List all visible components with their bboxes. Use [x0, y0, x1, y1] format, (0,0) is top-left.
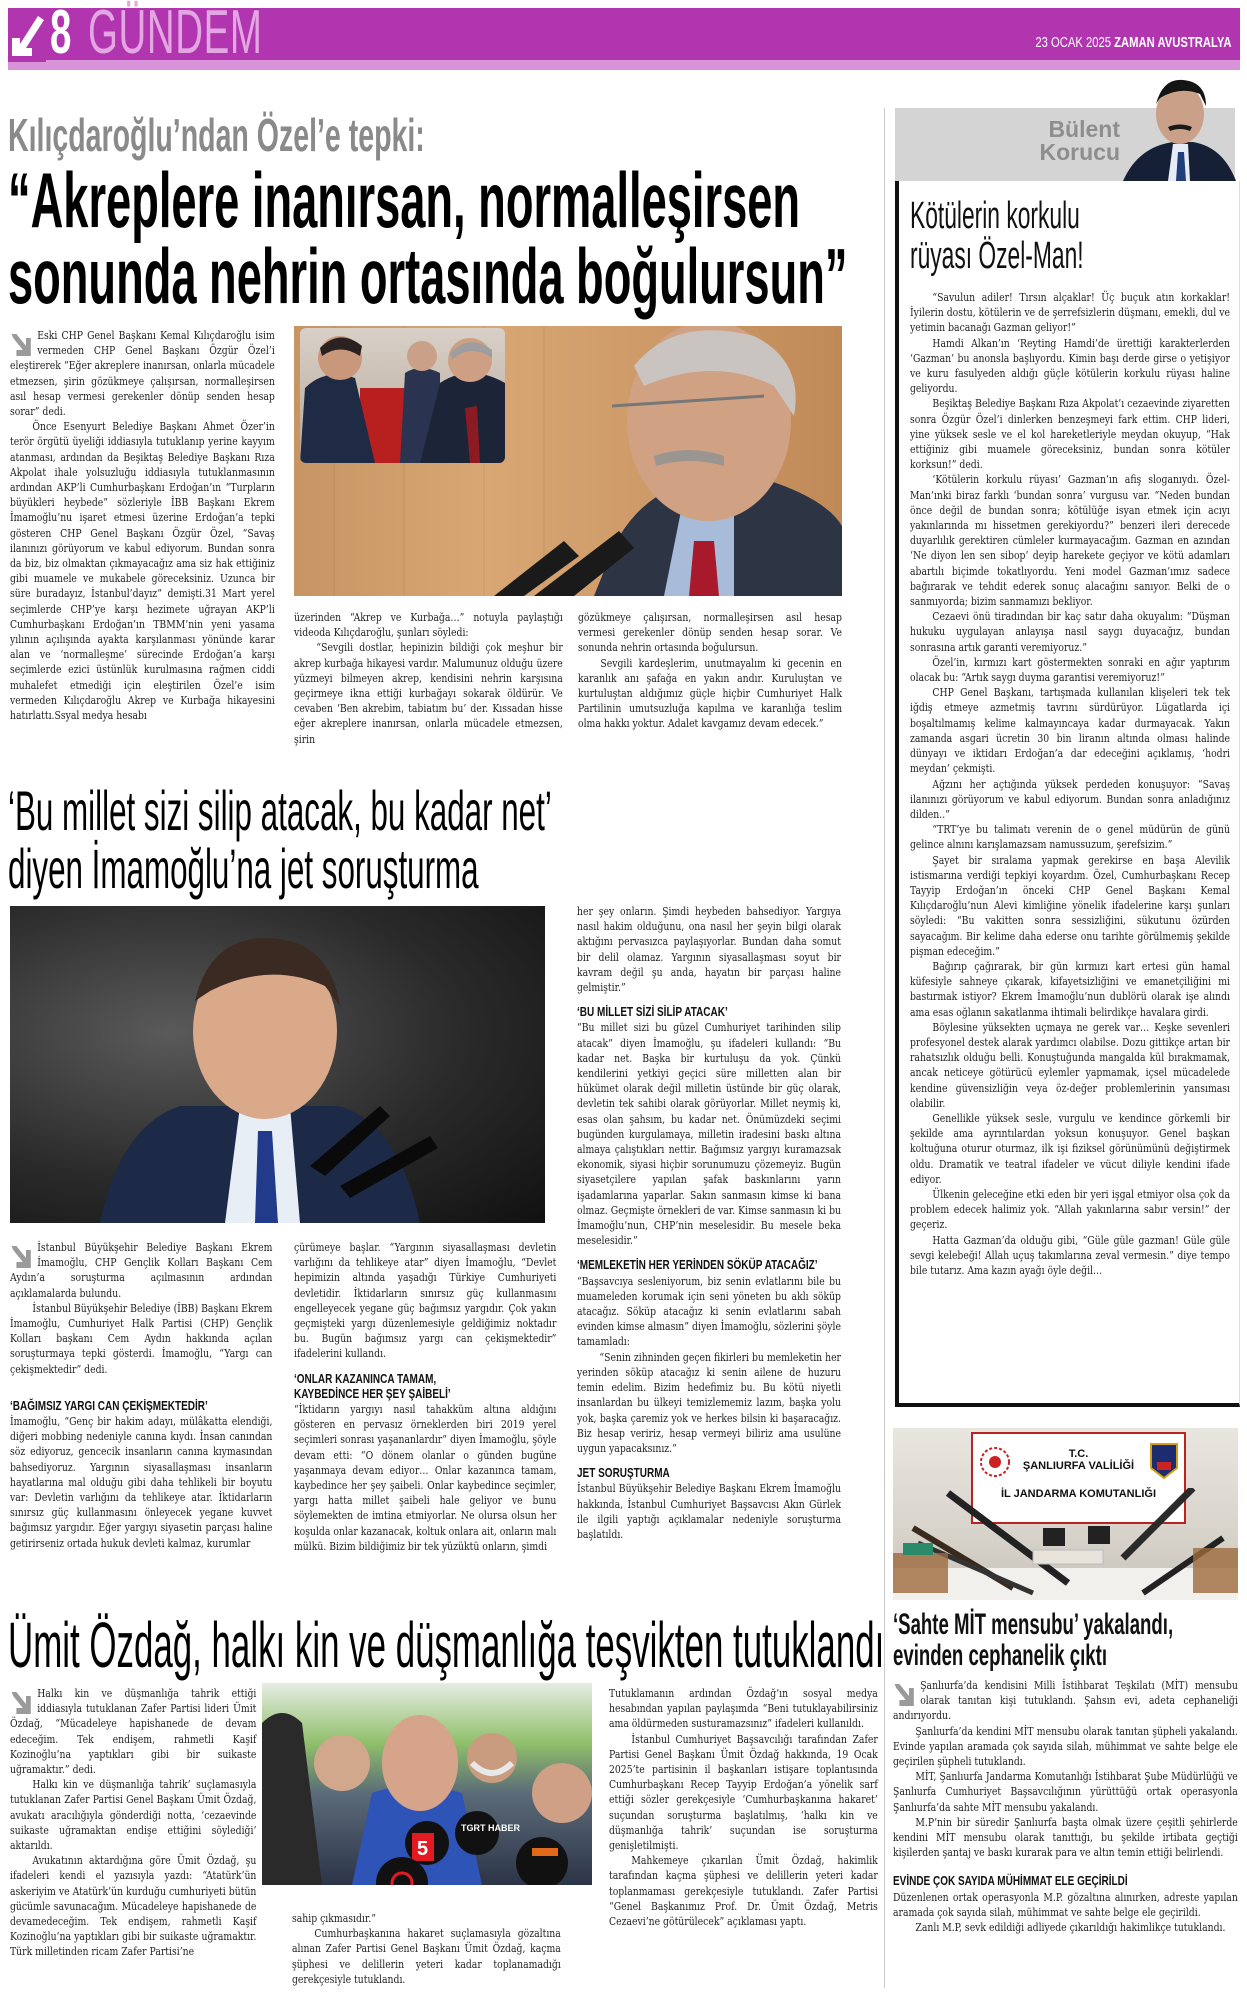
- weapons-illustration: [893, 1488, 1238, 1600]
- lead-arrow-icon: [10, 1688, 32, 1716]
- story1-column-1: [10, 328, 275, 723]
- story2-column-3: [577, 904, 841, 1542]
- story4-paragraph: Şanlıurfa’da kendini MİT mensubu olarak tanıtan şüpheli yakalandı. Evinde yapılan aramada çok sayıda silah, mühimmat ve sahte belge ele geçirilen şüpheli tutuklandı.: [893, 1723, 1238, 1769]
- story2-paragraph: İstanbul Büyükşehir Belediye (İBB) Başkanı Ekrem İmamoğlu, Cumhuriyet Halk Partisi (CHP) Gençlik Kolları başkanı Cem Aydın hakkında açılan soruşturmaya tepki gösterdi. İmamoğlu, “Yargı can çekişmektedir” dedi.: [10, 1300, 273, 1376]
- story2-paragraph: İmamoğlu, “Genç bir hakim adayı, mülâkatta elendiği, diğeri mobbing nedeniyle canına kıydı. İnsan canından söz ediyoruz, gencecik insanların canına kıymasından bahsediyoruz. Yargının siyasallaşması insanların hayatlarına mal olduğu gibi daha tehlikeli bir boyutu var: Devletin varlığını da tehlikeye atar. İktidarların sınırsız güç kullanmasını önleyecek yegane kuvvet bağımsız yargıdır. Eğer yargıyı siyasetin parçası haline getirirseniz ortada hukuk devleti kalmaz, kurumlar: [10, 1414, 273, 1550]
- column-body: [910, 290, 1230, 1278]
- column-paragraph: Hamdi Alkan’ın ‘Reyting Hamdi’de ürettiği karakterlerden ‘Gazman’ bu anonsla başlıyordu. Kimin başı derde girse o yetişiyor ve kuru fasulyeden aldığı güçle kötülerin korkulu rüyası haline geliyordu.: [910, 335, 1230, 396]
- column-paragraph: Hatta Gazman’da olduğu gibi, “Güle güle gazman! Güle güle sevgi kelebeği! Allah uçuş takımlarına zeval vermesin.” diye tempo bile tutarız. Ama kazın ayağı öyle değil…: [910, 1232, 1230, 1277]
- story3-paragraph: Tutuklamanın ardından Özdağ’ın sosyal medya hesabından yapılan paylaşımda “Beni tutuklayabilirsiniz ama öldürmeden susturamazsınız” ifadeleri kullanıldı.: [609, 1686, 878, 1731]
- story3-paragraph: Cumhurbaşkanına hakaret suçlamasıyla gözaltına alınan Zafer Partisi Genel Başkanı Ümit Özdağ, kaçma şüphesi ve delillerin yeteri kadar toplanamadığı gerekçesiyle tutuklandı.: [292, 1926, 561, 1986]
- story3-paragraph: İstanbul Cumhuriyet Başsavcılığı tarafından Zafer Partisi Genel Başkanı Ümit Özdağ hakkında, 19 Ocak 2025’te partisinin il başkanları istişare toplantısında Cumhurbaşkanı Recep Tayyip Erdoğan’a yönelik sarf ettiği sözler gerekçesiyle ‘Cumhurbaşkanına hakaret’ suçundan soruşturma başlatılmış, ‘halkı kin ve düşmanlığa tahrik’ suçundan ise soruşturma genişletilmişti.: [609, 1731, 878, 1853]
- story1-paragraph: “Sevgili dostlar, hepinizin bildiği çok meşhur bir akrep kurbağa hikayesi vardır. Malumunuz olduğu üzere yüzmeyi bilmeyen akrep, kendisini nehrin karşısına geçirmeye ikna ettiği kurbağayı sokarak öldürür. Ve cevaben ‘Ben akrebim, tabiatım bu’ der. Kıssadan hisse eğer akreplere inanırsan, onlarla mücadele etmezsen, şirin: [294, 640, 563, 746]
- story1-column-3: [578, 610, 842, 732]
- section-title: GÜNDEM: [88, 0, 263, 67]
- sign-line: İL JANDARMA KOMUTANLIĞI: [1000, 1488, 1156, 1500]
- story4-headline-line2: evinden cephanelik çıktı: [893, 1639, 1107, 1672]
- story3-column-2: [292, 1911, 561, 1987]
- publication-name: ZAMAN AVUSTRALYA: [1113, 34, 1231, 51]
- story2-subheading: JET SORUŞTURMA: [577, 1466, 670, 1481]
- story1-paragraph: Sevgili kardeşlerim, unutmayalım ki gecenin en karanlık anı şafağa en yakın andır. Kuruluştan ve kurtuluştan aldığımız güçle hiçbir Cumhuriyet Halk Partilinin umutsuzluğa kapılma ve karanlığa teslim olma hakkı yoktur. Adalet kavgamız devam edecek.”: [578, 655, 842, 731]
- story3-paragraph: Mahkemeye çıkarılan Ümit Özdağ, hakimlik tarafından kaçma şüphesi ve delillerin yeteri kadar toplanmaması gerekçesiyle tutuklandı. Zafer Partisi “Genel Başkanımız Prof. Dr. Ümit Özdağ, Metris Cezaevi’ne götürülecek” açıklaması yaptı.: [609, 1853, 878, 1929]
- column-paragraph: Özel’in, kırmızı kart göstermekten sonraki en ağır yaptırım olacak bu: “Artık saygı duyma garantisi veremiyoruz!”: [910, 654, 1230, 685]
- story4-paragraph: Şanlıurfa’da kendisini Milli İstihbarat Teşkilatı (MİT) mensubu olarak tanıtan kişi tutuklandı. Şahsın evi, adeta cephaneliği andırıyordu.: [893, 1678, 1238, 1723]
- column-paragraph: Ülkenin geleceğine etki eden bir yeri işgal etmiyor olsa çok da problem edecek halimiz yok. “Allah yakınlarına sabır versin!” der geçeriz.: [910, 1186, 1230, 1232]
- story4-block: [893, 1428, 1238, 1935]
- story2-subheading: ‘ONLAR KAZANINCA TAMAM,: [294, 1371, 437, 1386]
- imamoglu-photo: [10, 906, 545, 1223]
- story1-headline-line1: “Akreplere inanırsan, normalleşirsen: [8, 156, 801, 244]
- story2-paragraph: İstanbul Büyükşehir Belediye Başkanı Ekrem İmamoğlu hakkında, İstanbul Cumhuriyet Başsavcısı Akın Gürlek ile ilgili yaptığı açıklamalar nedeniyle soruşturma başlatıldı.: [577, 1481, 841, 1541]
- page-number: 8: [50, 0, 72, 67]
- column-paragraph: “Savulun adiler! Tırsın alçaklar! Üç buçuk atın korkaklar! İyilerin dostu, kötülerin ve de şerrefsizlerin düşmanı, emekli, dul ve yetimin bacanağı Gazman geliyor!”: [910, 290, 1230, 335]
- story3-paragraph: Halkı kin ve düşmanlığa tahrik ettiği iddiasıyla tutuklanan Zafer Partisi lideri Ümit Özdağ, “Mücadeleye hapishanede de devam edeceğim. Tek endişem, rahmetli Kaşif Kozinoğlu’na yaptıkları gibi bir suikaste uğramaktır.” dedi.: [10, 1686, 257, 1777]
- story2-subheading: ‘BAĞIMSIZ YARGI CAN ÇEKİŞMEKTEDİR’: [10, 1398, 208, 1413]
- story4-subheading: EVİNDE ÇOK SAYIDA MÜHİMMAT ELE GEÇİRİLDİ: [893, 1874, 1128, 1889]
- story4-paragraph: MİT, Şanlıurfa Jandarma Komutanlığı İstihbarat Şube Müdürlüğü ve Şanlıurfa Cumhuriyet Başsavcılığının yürüttüğü ortak operasyonla Şanlıurfa’da sahte MİT mensubu yakalandı.: [893, 1769, 1238, 1814]
- column-title-line2: rüyası Özel-Man!: [910, 235, 1084, 277]
- story3-paragraph: sahip çıkmasıdır.”: [292, 1911, 376, 1925]
- photo-illustration: [10, 906, 545, 1223]
- story2-paragraph: “Bu millet sizi bu güzel Cumhuriyet tarihinden silip atacak” diyen İmamoğlu, şu ifadeleri kullandı: “Bu kadar net. Başka bir kurtuluşu da yok. Çünkü kendilerini yetkiyi geçici süre milletten alan bir hükümet olarak değil milletin üstünde bir güç olarak, devletin tek sahibi olarak görüyorlar. Millet neymiş ki, esas olan şahsım, bu kadar net. Önümüzdeki seçimi bugünden kurgulamaya, milletin iradesini baskı altına almaya çalıştıkları nettir. Bağımsız yargıyı kuramazsak ekonomik, siyasi hiçbir sorunumuzu çözemeyiz. Bugün siyasetçilere yapılan şafak baskınlarını yarın işadamlarına yaparlar. Sakın sanmasın kimse ki bana olmaz. Geçmişte örnekleri de var. Kimse sanmasın ki bu İmamoğlu’nun, CHP’nin meselesidir. Bu mesele beka meselesidir.”: [577, 1020, 841, 1248]
- column-paragraph: Beşiktaş Belediye Başkanı Rıza Akpolat’ı cezaevinde ziyaretten sonra Özgür Özel’i dinlerken benzeşmeyi fark ettim. CHP lideri, yine yüksek sesle ve el kol hareketleriyle meydan okuyup, “Hak ettiğiniz gibi muamele göreceksiniz, bundan sonra kötüler korksun!” dedi.: [910, 396, 1230, 472]
- jandarma-emblem-icon: [1149, 1442, 1179, 1480]
- column-paragraph: ‘Kötülerin korkulu rüyası’ Gazman’ın afiş sloganıydı. Özel-Man’ınki biraz farklı ‘bundan sonra’ vurgusu var. “Neden bundan önce değil de bundan sonra; kötülüğe isyan etmek için acıyı yakınlarında mı hissetmen gerekiyordu?” benzeri ileri derecede duyarlılık gerektiren cümleler kurmayacağım. Gazman en azından ‘Ne diyon len sen sibop’ deyip harekete geçiyor ve kötü adamları abartılı biçimde tokatlıyordu. Yeni model Gazman’ımız sadece bağırarak ve tehdit ederek sonuç alacağını sanıyor. Belki de o sanmıyorda; bizim sanmamızı bekliyor.: [910, 472, 1230, 609]
- story3-headline: Ümit Özdağ, halkı kin ve düşmanlığa teşvikten tutuklandı: [8, 1609, 885, 1681]
- story2-paragraph: “İktidarın yargıyı nasıl tahakküm altına aldığını gösteren en pervasız örneklerden biri 2019 yerel seçimleri sonrası yaşananlardır” diyen İmamoğlu, şöyle devam etti: “O dönem olanlar o günden bugüne yaşanmaya devam ediyor… Onlar kazanınca tamam, kaybedince her şey şaibeli. Onlar kaybedince seçimler, yargı hatta millet şaibeli hale geliyor ve bunu söylemekten de imtina etmiyorlar. Ne olursa olsun her koşulda onlar kazanacak, koltuk onlara ait, onların malı mülkü. Bizim bildiğimiz bir tek yüzüktü onların, şimdi: [294, 1402, 557, 1553]
- lead-arrow-icon: [893, 1680, 915, 1708]
- story1-kicker: Kılıçdaroğlu’ndan Özel’e tepki:: [8, 109, 425, 161]
- story2-paragraph: “Başsavcıya sesleniyorum, biz senin evlatlarını bile bu muameleden korumak için seni yöneten bu aklı söküp atacağız. Söküp atacağız ki senin evlatlarını sabah evinden kimse almasın” diyen İmamoğlu, sözlerini şöyle tamamladı:: [577, 1273, 841, 1349]
- story2-paragraph: İstanbul Büyükşehir Belediye Başkanı Ekrem İmamoğlu, CHP Gençlik Kolları Başkanı Cem Aydın’a soruşturma açılmasının ardından açıklamalarda bulundu.: [10, 1240, 273, 1300]
- ozel-erdogan-inset-photo: [300, 328, 505, 463]
- story3-paragraph: Halkı kin ve düşmanlığa tahrik’ suçlamasıyla tutuklanan Zafer Partisi Genel Başkanı Ümit Özdağ, avukatı aracılığıyla gönderdiği notta, ‘cezaevinde suikaste uğramaktan endişe ettiğini söylediği’ aktarıldı.: [10, 1777, 257, 1853]
- author-photo: [1118, 72, 1238, 181]
- story4-body: [893, 1678, 1238, 1935]
- author-first-name: Bülent: [1048, 116, 1120, 142]
- mic-label: 5: [417, 1838, 429, 1860]
- story1-paragraph: gözükmeye çalışırsan, normalleşirsen asıl hesap vermesi gerekenler dönüp senden hesap sorar. Ve sonunda nehrin ortasında boğulursun.: [578, 610, 842, 655]
- photo-illustration: [262, 1683, 592, 1885]
- arrow-icon: [8, 6, 48, 62]
- story4-paragraph: Zanlı M.P, sevk edildiği adliyede çıkarıldığı hakimlikçe tutuklandı.: [915, 1920, 1226, 1935]
- author-name: [1020, 118, 1120, 164]
- mic-label: TGRT HABER: [461, 1823, 520, 1833]
- story2-column-2: [294, 1240, 556, 1554]
- ozdag-photo: [262, 1683, 592, 1885]
- lead-arrow-icon: [10, 1242, 32, 1270]
- story2-headline-line2: diyen İmamoğlu’na jet soruşturma: [8, 837, 479, 900]
- story2-paragraph: her şey onların. Şimdi heybeden bahsediyor. Yargıya nasıl hakim olduğunu, ona nasıl her şeyin bilgi olarak aktığını pervasızca paylaşıyorlar. Bundan daha somut bir delil olamaz. Yargının siyasallaşması soyut bir kavram değil şu anda, hayatın bir parçası haline gelmiştir.”: [577, 904, 841, 995]
- valilik-seal-icon: [979, 1446, 1011, 1478]
- story2-subheading-line2: KAYBEDİNCE HER ŞEY ŞAİBELİ’: [294, 1386, 451, 1401]
- story2-subheading: ‘BU MİLLET SİZİ SİLİP ATACAK’: [577, 1005, 728, 1020]
- column-paragraph: Bağırıp çağırarak, bir gün kırmızı kart ertesi gün hamal küfesiyle sahneye çıkarak, kifayetsizliğini ve emanetçiliğini mi bastırmak istiyor? Ekrem İmamoğlu’nun dublörü olarak işe alındı ama esas oğlanın sakatlanma ihtimali belirdikçe havalara girdi.: [910, 958, 1230, 1019]
- story1-paragraph: Önce Esenyurt Belediye Başkanı Ahmet Özer’in terör örgütü üyeliği iddiasıyla tutuklanıp yerine kayyım atanması, ardından da Beşiktaş Belediye Başkanı Rıza Akpolat ihale yolsuzluğu iddiasıyla tutuklanmasının ardından AKP’li Cumhurbaşkanı Erdoğan’ın “Turpların büyükleri heybede” sözleriyle İBB Başkanı Ekrem İmamoğlu’nu işaret etmesi üzerine Erdoğan’a tepki gösteren CHP Genel Başkanı Özgür Özel, “Savaş ilanınızı görüyorum ve kabul ediyorum. Bundan sonra da biz, biz olmaktan çıkmayacağız ama siz hak ettiğiniz gibi muamele ve mukabele göreceksiniz. Uzunca bir süre buradayız, İstanbul’dayız” demişti.31 Mart yerel seçimlerde CHP’ye karşı hezimete uğrayan AKP’li Cumhurbaşkanı Erdoğan’ın TBMM’nin yeni yasama yılının açılışında ayakta karşılanması yönünde karar alan ve ‘normalleşme’ sürecinde Erdoğan’a karşı seçimlerde ezici üstünlük kurulmasına rağmen ciddi muhalefet etmediği için eleştirilen Özel’e isim vermeden Kılıçdaroğlu Akrep ve Kurbağa hikayesini hatırlattı.Ssyal medya hesabı: [10, 419, 275, 723]
- kilicdaroglu-photo: [294, 326, 842, 596]
- column-paragraph: “TRT’ye bu talimatı verenin de o genel müdürün de günü gelince alnını karışlamazsam namussuzum, şerefsizim.”: [910, 822, 1230, 852]
- sign-line: T.C.: [1068, 1448, 1089, 1460]
- story4-headline-line1: ‘Sahte MİT mensubu’ yakalandı,: [893, 1608, 1174, 1641]
- column-paragraph: Ağzını her açtığında yüksek perdeden konuşuyor: “Savaş ilanınızı görüyorum ve kabul ediyorum. Bundan sonra anladığınız dilden..”: [910, 776, 1230, 821]
- column-paragraph: Cezaevi önü tiradından bir kaç satır daha okuyalım: “Düşman hukuku uygulayan anlayışa nasıl saygı duyacağız, bundan sonrasına artık garanti veremiyoruz.”: [910, 609, 1230, 654]
- author-last-name: Korucu: [1039, 139, 1120, 165]
- lead-arrow-icon: [10, 330, 32, 358]
- column-divider: [884, 108, 885, 1988]
- column-paragraph: Genellikle yüksek sesle, vurgulu ve kendince görkemli bir şekilde ama ayrıntılardan yoksun konuşuyor. Genel başkan koltuğuna oturur oturmaz, ilk işi fiziksel görünümünü değiştirmek oldu. Dramatik ve teatral ifadeler ve vücut diliyle kendini ifade ediyor.: [910, 1110, 1230, 1186]
- story2-paragraph: çürümeye başlar. “Yargının siyasallaşması devletin varlığını da tehlikeye atar” diyen İmamoğlu, “Devlet hepimizin altında yaşadığı Türkiye Cumhuriyeti devletidir. İktidarların sınırsız güç kullanmasını engelleyecek yegane güç bağımsız yargıdır. Çok yakın geçmişteki yargı düzenlemesiyle geldiğimiz noktadır bu. Bugün bağımsız yargı can çekişmektedir” ifadelerini kullandı.: [294, 1240, 557, 1361]
- story2-headline-line1: ‘Bu millet sizi silip atacak, bu kadar net’: [8, 779, 552, 842]
- story1-headline-line2: sonunda nehrin ortasında boğulursun”: [8, 232, 848, 320]
- story2-paragraph: “Senin zihninden geçen fikirleri bu memleketin her yerinden söküp atacağız ki senin ailene de huzuru temin edelim. Bizim hedefimiz bu. Bu kötü niyetli insanlardan bu ülkeyi temizlememiz lazım, başka yolu yok, başka çaremiz yok ve herkes bilsin ki başaracağız. Biz hesap veririz, hesap vermeyi biliriz ama usulüne uygun yapacaksınız.”: [577, 1349, 841, 1455]
- issue-info: [1035, 34, 1231, 51]
- story3-column-3: [609, 1686, 878, 1929]
- story3-column-1: [10, 1686, 256, 1960]
- story4-paragraph: Düzenlenen ortak operasyonla M.P. gözaltına alınırken, adreste yapılan aramada çok sayıda silah, mühimmat ve sahte belge ele geçirildi.: [893, 1889, 1238, 1919]
- story3-paragraph: Avukatının aktardığına göre Ümit Özdağ, şu ifadeleri kendi el yazısıyla yazdı: “Atatürk’ün askeriyim ve Atatürk’ün kurduğu cumhuriyeti bütün gücümle savunacağım. Mücadeleye hapishanede de devamedeceğim. Tek endişem, rahmetli Kaşif Kozinoğlu’na yaptıkları gibi bir suikaste uğramaktır. Türk milletinden ricam Zafer Partisi’ne: [10, 1853, 257, 1959]
- column-paragraph: Şayet bir sıralama yapmak gerekirse en başa Alevilik istismarına verdiği tepkiyi koyardım. Özel, Cumhurbaşkanı Recep Tayyip Erdoğan’ın önceki CHP Genel Başkanı Kemal Kılıçdaroğlu’nun Alevi kimliğine yönelik ifadelerine karşı şunları söyledi: “Bu vakitten sonra sessizliğini, sükutunu özürden sayacağım. Bir kelime daha ederse onu tarihte görülmemiş şekilde pişman edeceğim.”: [910, 852, 1230, 958]
- story2-column-1: [10, 1240, 272, 1551]
- story1-paragraph: Eski CHP Genel Başkanı Kemal Kılıçdaroğlu isim vermeden CHP Genel Başkanı Özgür Özel’i eleştirerek “Eğer akreplere inanırsan, onlarla mücadele etmezsen, şirin gözükmeye çalışırsan, normalleşirsen asıl hesap vermesi gerekenler dönüp senden hesap sorar” dedi.: [10, 328, 275, 419]
- weapons-photo: [893, 1428, 1238, 1600]
- story4-paragraph: M.P’nin bir süredir Şanlıurfa başta olmak üzere çeşitli şehirlerde kendini MİT mensubu olarak tanıttığı, bu şekilde irtibata geçtiği kişilerden şantaj ve baskı kurarak para ve altın temin ettiği belirlendi.: [893, 1814, 1238, 1860]
- story2-subheading: ‘MEMLEKETİN HER YERİNDEN SÖKÜP ATACAĞIZ’: [577, 1258, 818, 1273]
- column-title-line1: Kötülerin korkulu: [910, 195, 1080, 237]
- story1-paragraph: üzerinden “Akrep ve Kurbağa…” notuyla paylaştığı videoda Kılıçdaroğlu, şunları söyledi:: [294, 610, 563, 640]
- issue-date: 23 OCAK 2025: [1034, 34, 1111, 51]
- story1-column-2: [294, 610, 563, 747]
- sign-line: ŞANLIURFA VALİLİĞİ: [1022, 1460, 1135, 1472]
- column-paragraph: Böylesine yüksekten uçmaya ne gerek var… Keşke sevenleri profesyonel destek alarak yardımcı olabilse. Dozu gittikçe artan bir rahatsızlık olduğu belli. Konuştuğunda mangalda kül bırakmamak, ancak neticeye götürücü eylemler yapmamak, içsel mücadelede kendine güvensizliğin veya öz-değer problemlerinin yansıması olabilir.: [910, 1019, 1230, 1110]
- column-paragraph: CHP Genel Başkanı, tartışmada kullanılan klişeleri tek tek iğdiş etmeye azmetmiş tavrını sürdürüyor. Lügatlarda içi boşaltılmamış kelime kalmayıncaya kadar durmayacak. Yakın zamanda asgari ücretin 30 bin liranın altında olması halinde dünyayı ve iktidarı Erdoğan’a dar edeceğini açıklamış, ‘hodri meydan’ çekmişti.: [910, 685, 1230, 776]
